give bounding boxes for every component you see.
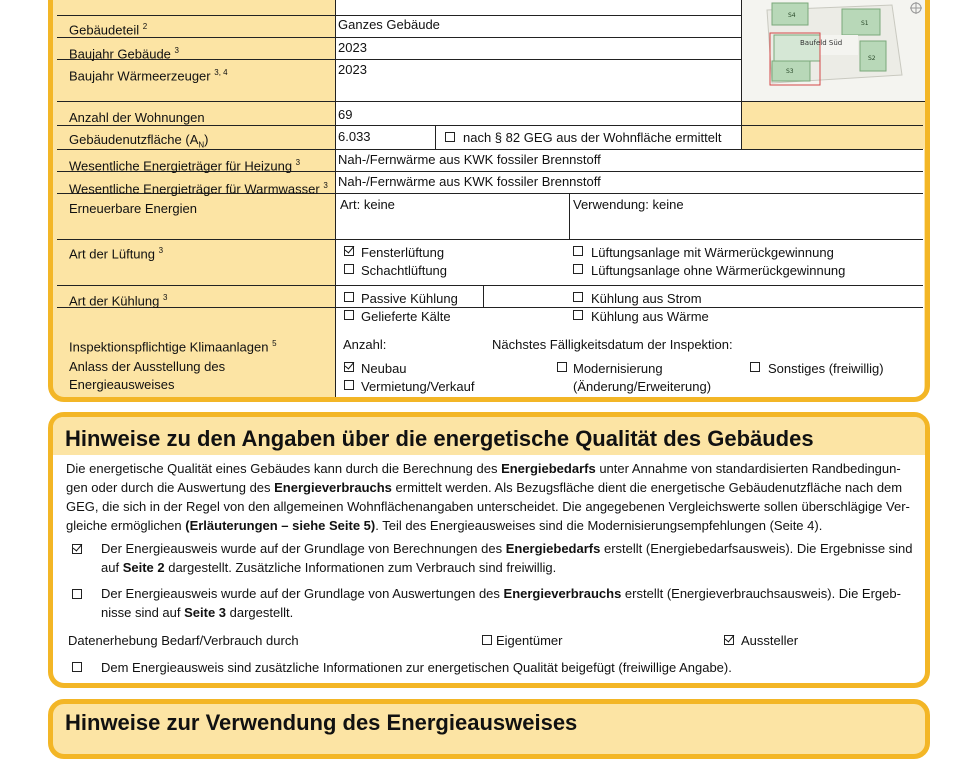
kuehlung-strom-label: Kühlung aus Strom (591, 291, 702, 306)
kuehlung-waerme-checkbox[interactable] (573, 310, 583, 320)
lueftungsanlage-ohne-label: Lüftungsanlage ohne Wärmerückgewinnung (591, 263, 846, 278)
nutzflaeche-label: Gebäudenutzfläche $(A_N)$ (69, 132, 209, 150)
sonstiges-checkbox[interactable] (750, 362, 760, 372)
eigentuemer-label: Eigentümer (496, 633, 563, 648)
modernisierung-sub-label: (Änderung/Erweiterung) (573, 379, 712, 394)
hinweise-heading: Hinweise zu den Angaben über die energetische Qualität des Gebäudes (65, 426, 814, 451)
kuehlung-label: Art der Kühlung $^3$ (69, 293, 168, 309)
row-rule (57, 239, 923, 240)
anzahl-wohnungen-label: Anzahl der Wohnungen (69, 110, 205, 125)
anzahl-wohnungen-value: 69 (338, 107, 353, 122)
intro-line: Die energetische Qualität eines Gebäudes kann durch die Berechnung des Energiebedarfs unter Annahme von standardisierten Randbedingun- (66, 461, 901, 476)
col-rule (569, 193, 570, 239)
row-rule (57, 307, 923, 308)
block-s2-label: S2 (868, 55, 876, 62)
eigentuemer-checkbox[interactable] (482, 635, 492, 645)
kuehlung-waerme-label: Kühlung aus Wärme (591, 309, 709, 324)
kuehlung-strom-checkbox[interactable] (573, 292, 583, 302)
klimaanlagen-anzahl: Anzahl: (343, 337, 387, 352)
col-rule (435, 125, 436, 149)
bedarf-line: Der Energieausweis wurde auf der Grundlage von Berechnungen des Energiebedarfs erstellt (Energiebedarfsausweis). Die Ergebnisse sind (101, 541, 913, 556)
vermietung-checkbox[interactable] (344, 380, 354, 390)
schachtlueftung-label: Schachtlüftung (361, 263, 448, 278)
baujahr-gebaeude-label: Baujahr Gebäude $^3$ (69, 46, 179, 62)
block-s3-label: S3 (786, 68, 794, 75)
datenerhebung-label: Datenerhebung Bedarf/Verbrauch durch (68, 633, 299, 648)
fensterlueftung-checkbox[interactable] (344, 246, 354, 256)
anlass-label-line1: Anlass der Ausstellung des (69, 359, 226, 374)
row-rule (57, 101, 741, 102)
passive-kuehlung-checkbox[interactable] (344, 292, 354, 302)
row-rule (57, 37, 741, 38)
erneuerbare-label: Erneuerbare Energien (69, 201, 197, 216)
bedarf-line: auf Seite 2 dargestellt. Zusätzliche Informationen zum Verbrauch sind freiwillig. (101, 560, 557, 575)
lueftungsanlage-mit-checkbox[interactable] (573, 246, 583, 256)
col-rule (483, 285, 484, 307)
building-data-panel (48, 0, 930, 402)
gebaeudeteil-label: Gebäudeteil $^2$ (69, 22, 148, 38)
nutzflaeche-value: 6.033 (338, 129, 371, 144)
intro-line: gen oder durch die Auswertung des Energieverbrauchs ermittelt werden. Als Bezugsfläche dient die energetische Gebäudenutzfläche nach dem (66, 480, 903, 495)
row-rule (57, 15, 741, 16)
verbrauchsausweis-checkbox[interactable] (72, 589, 82, 599)
neubau-label: Neubau (361, 361, 407, 376)
heizung-label: Wesentliche Energieträger für Heizung $^3$ (69, 158, 301, 174)
passive-kuehlung-label: Passive Kühlung (361, 291, 458, 306)
anlass-label-line2: Energieausweises (69, 377, 175, 392)
schachtlueftung-checkbox[interactable] (344, 264, 354, 274)
verbrauch-line: Der Energieausweis wurde auf der Grundlage von Auswertungen des Energieverbrauchs erstellt (Energieverbrauchsausweis). Die Ergeb- (101, 586, 901, 601)
verbrauch-line: nisse sind auf Seite 3 dargestellt. (101, 605, 294, 620)
baujahr-gebaeude-value: 2023 (338, 40, 367, 55)
fensterlueftung-label: Fensterlüftung (361, 245, 445, 260)
block-s1-label: S1 (861, 20, 869, 27)
gelieferte-kaelte-label: Gelieferte Kälte (361, 309, 451, 324)
baufeld-label: Baufeld Süd (800, 39, 843, 47)
zusatzinfo-checkbox[interactable] (72, 662, 82, 672)
site-plan-image (741, 0, 930, 102)
bedarfsausweis-text (101, 539, 913, 577)
modernisierung-checkbox[interactable] (557, 362, 567, 372)
erneuerbare-verwendung: Verwendung: keine (573, 197, 684, 212)
verwendung-panel (48, 699, 930, 759)
klimaanlagen-faelligkeit: Nächstes Fälligkeitsdatum der Inspektion: (492, 337, 733, 352)
gebaeudeteil-value: Ganzes Gebäude (338, 17, 440, 32)
row-rule (57, 285, 923, 286)
lueftungsanlage-ohne-checkbox[interactable] (573, 264, 583, 274)
nutzflaeche-checkbox-label: nach § 82 GEG aus der Wohnfläche ermittelt (463, 130, 722, 145)
intro-line: GEG, die sich in der Regel von den allgemeinen Wohnflächenangaben unterscheidet. Die angegebenen Vergleichswerte sollen überschlägige Ver- (66, 499, 910, 514)
lueftung-label: Art der Lüftung $^3$ (69, 246, 164, 262)
vermietung-label: Vermietung/Verkauf (361, 379, 475, 394)
site-plan-drawing (742, 0, 930, 101)
sonstiges-label: Sonstiges (freiwillig) (768, 361, 884, 376)
warmwasser-value: Nah-/Fernwärme aus KWK fossiler Brennstoff (338, 174, 601, 189)
hinweise-panel (48, 412, 930, 688)
baujahr-waermeerzeuger-value: 2023 (338, 62, 367, 77)
warmwasser-label: Wesentliche Energieträger für Warmwasser $^3$ (69, 181, 328, 197)
aussteller-label: Aussteller (741, 633, 799, 648)
bedarfsausweis-checkbox[interactable] (72, 544, 82, 554)
nutzflaeche-checkbox[interactable] (445, 132, 455, 142)
zusatzinfo-label: Dem Energieausweis sind zusätzliche Informationen zur energetischen Qualität beigefügt (freiwillige Angabe). (101, 660, 732, 675)
gelieferte-kaelte-checkbox[interactable] (344, 310, 354, 320)
klimaanlagen-label: Inspektionspflichtige Klimaanlagen $^5$ (69, 339, 277, 355)
intro-line: gleiche ermöglichen (Erläuterungen – siehe Seite 5). Teil des Energieausweises sind die Modernisierungsempfehlungen (Seite 4). (66, 518, 823, 533)
modernisierung-label: Modernisierung (573, 361, 663, 376)
lueftungsanlage-mit-label: Lüftungsanlage mit Wärmerückgewinnung (591, 245, 834, 260)
baujahr-waermeerzeuger-label: Baujahr Wärmeerzeuger $^{3, 4}$ (69, 68, 228, 84)
hinweise-intro (66, 459, 910, 535)
aussteller-checkbox[interactable] (724, 635, 734, 645)
verwendung-heading: Hinweise zur Verwendung des Energieausweises (65, 710, 578, 735)
erneuerbare-art: Art: keine (340, 197, 395, 212)
verbrauchsausweis-text (101, 584, 901, 622)
block-s4-label: S4 (788, 12, 796, 19)
heizung-value: Nah-/Fernwärme aus KWK fossiler Brennstoff (338, 152, 601, 167)
neubau-checkbox[interactable] (344, 362, 354, 372)
